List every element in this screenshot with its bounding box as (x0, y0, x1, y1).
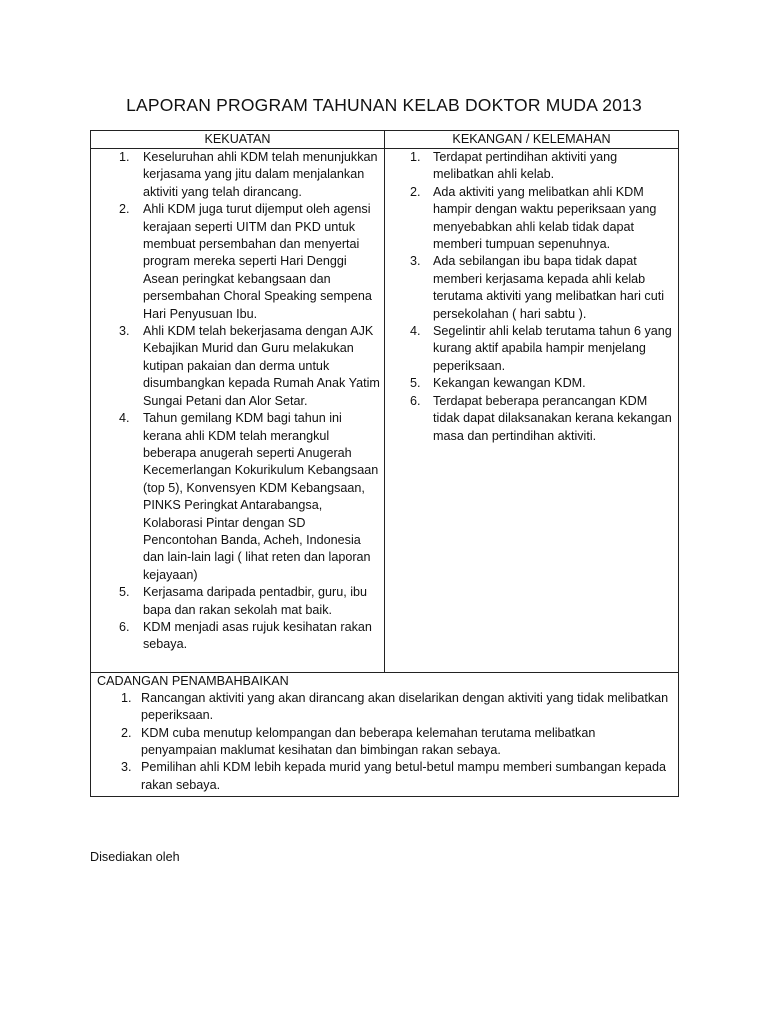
item-text: Ada sebilangan ibu bapa tidak dapat memberi kerjasama kepada ahli kelab terutama aktiviti yang melibatkan hari cuti persekolahan ( hari sabtu ). (433, 254, 665, 321)
item-number: 2. (121, 725, 132, 740)
list-item (385, 253, 674, 323)
item-text: Pemilihan ahli KDM lebih kepada murid yang betul-betul mampu memberi sumbangan kepada rakan sebaya. (141, 760, 667, 792)
item-number: 1. (119, 150, 130, 164)
prepared-by-label: Disediakan oleh (90, 850, 180, 864)
item-number: 2. (410, 184, 421, 199)
kekangan-cell (385, 149, 679, 673)
document-title: LAPORAN PROGRAM TAHUNAN KELAB DOKTOR MUDA 2013 (126, 95, 642, 115)
item-text: Terdapat beberapa perancangan KDM tidak dapat dilaksanakan kerana kekangan masa dan pertindihan aktiviti. (433, 393, 672, 443)
list-item (97, 759, 672, 794)
item-text: Kerjasama daripada pentadbir, guru, ibu bapa dan rakan sekolah mat baik. (143, 585, 368, 617)
table-content-row (91, 149, 679, 673)
item-number: 3. (410, 254, 421, 269)
item-number: 5. (410, 376, 421, 391)
item-text: KDM menjadi asas rujuk kesihatan rakan sebaya. (143, 619, 372, 652)
list-item (91, 149, 380, 201)
list-item (91, 619, 380, 654)
list-item (97, 725, 672, 760)
list-item (91, 584, 380, 619)
item-text: Tahun gemilang KDM bagi tahun ini kerana ahli KDM telah merangkul beberapa anugerah seperti Anugerah Kecemerlangan Kokurikulum Kebangsaan (top 5), Konvensyen KDM Kebangsaan, PINKS Peringkat Antarabangsa, Kolaborasi Pintar dengan SD Pencontohan Banda, Acheh, Indonesia dan lain-lain lagi ( lihat reten dan laporan kejayaan) (143, 411, 379, 582)
item-number: 1. (121, 690, 132, 705)
cadangan-list (97, 690, 672, 794)
kekangan-list (385, 149, 678, 445)
item-number: 6. (119, 619, 130, 634)
item-text: Kekangan kewangan KDM. (433, 376, 586, 391)
item-text: Ada aktiviti yang melibatkan ahli KDM hampir dengan waktu peperiksaan yang menyebabkan ahli kelab tidak dapat memberi tumpuan sepenuhnya. (433, 184, 657, 252)
item-number: 5. (119, 585, 130, 600)
item-text: KDM cuba menutup kelompangan dan beberapa kelemahan terutama melibatkan penyampaian maklumat kesihatan dan bimbingan rakan sebaya. (141, 725, 596, 757)
kekuatan-list (91, 149, 384, 672)
list-item (91, 323, 380, 410)
item-text: Ahli KDM telah bekerjasama dengan AJK Kebajikan Murid dan Guru melakukan kutipan pakaian dan derma untuk disumbangkan kepada Rumah Anak Yatim Sungai Petani dan Alor Setar. (143, 324, 380, 408)
list-item (97, 690, 672, 725)
list-item (385, 184, 674, 254)
item-number: 4. (410, 324, 421, 339)
header-kekangan: KEKANGAN / KELEMAHAN (385, 131, 679, 149)
list-item (91, 201, 380, 323)
report-table (90, 130, 679, 797)
item-number: 3. (121, 760, 132, 775)
table-header-row (91, 131, 679, 149)
list-item (91, 410, 380, 584)
item-text: Rancangan aktiviti yang akan dirancang akan diselarikan dengan aktiviti yang tidak melibatkan peperiksaan. (141, 690, 669, 723)
item-number: 3. (119, 324, 130, 339)
item-number: 4. (119, 411, 130, 426)
item-number: 2. (119, 202, 130, 217)
item-text: Ahli KDM juga turut dijemput oleh agensi kerajaan seperti UITM dan PKD untuk membuat persembahan dan menyertai program mereka seperti Hari Denggi Asean peringkat kebangsaan dan persembahan Choral Speaking sempena Hari Penyusuan Ibu. (143, 202, 372, 321)
list-item (385, 393, 674, 445)
kekuatan-cell (91, 149, 385, 673)
item-text: Segelintir ahli kelab terutama tahun 6 yang kurang aktif apabila hampir menjelang peperiksaan. (433, 324, 672, 373)
header-cadangan: CADANGAN PENAMBAHBAIKAN (97, 673, 289, 688)
header-kekuatan: KEKUATAN (91, 131, 385, 149)
list-item (385, 323, 674, 375)
list-item (385, 149, 674, 184)
cadangan-cell (91, 672, 679, 796)
item-text: Keseluruhan ahli KDM telah menunjukkan kerjasama yang jitu dalam menjalankan aktiviti yang telah dirancang. (143, 150, 378, 199)
item-number: 1. (410, 150, 421, 164)
item-text: Terdapat pertindihan aktiviti yang melibatkan ahli kelab. (433, 150, 618, 182)
list-item (385, 375, 674, 392)
item-number: 6. (410, 393, 421, 408)
table-bottom-row (91, 672, 679, 796)
